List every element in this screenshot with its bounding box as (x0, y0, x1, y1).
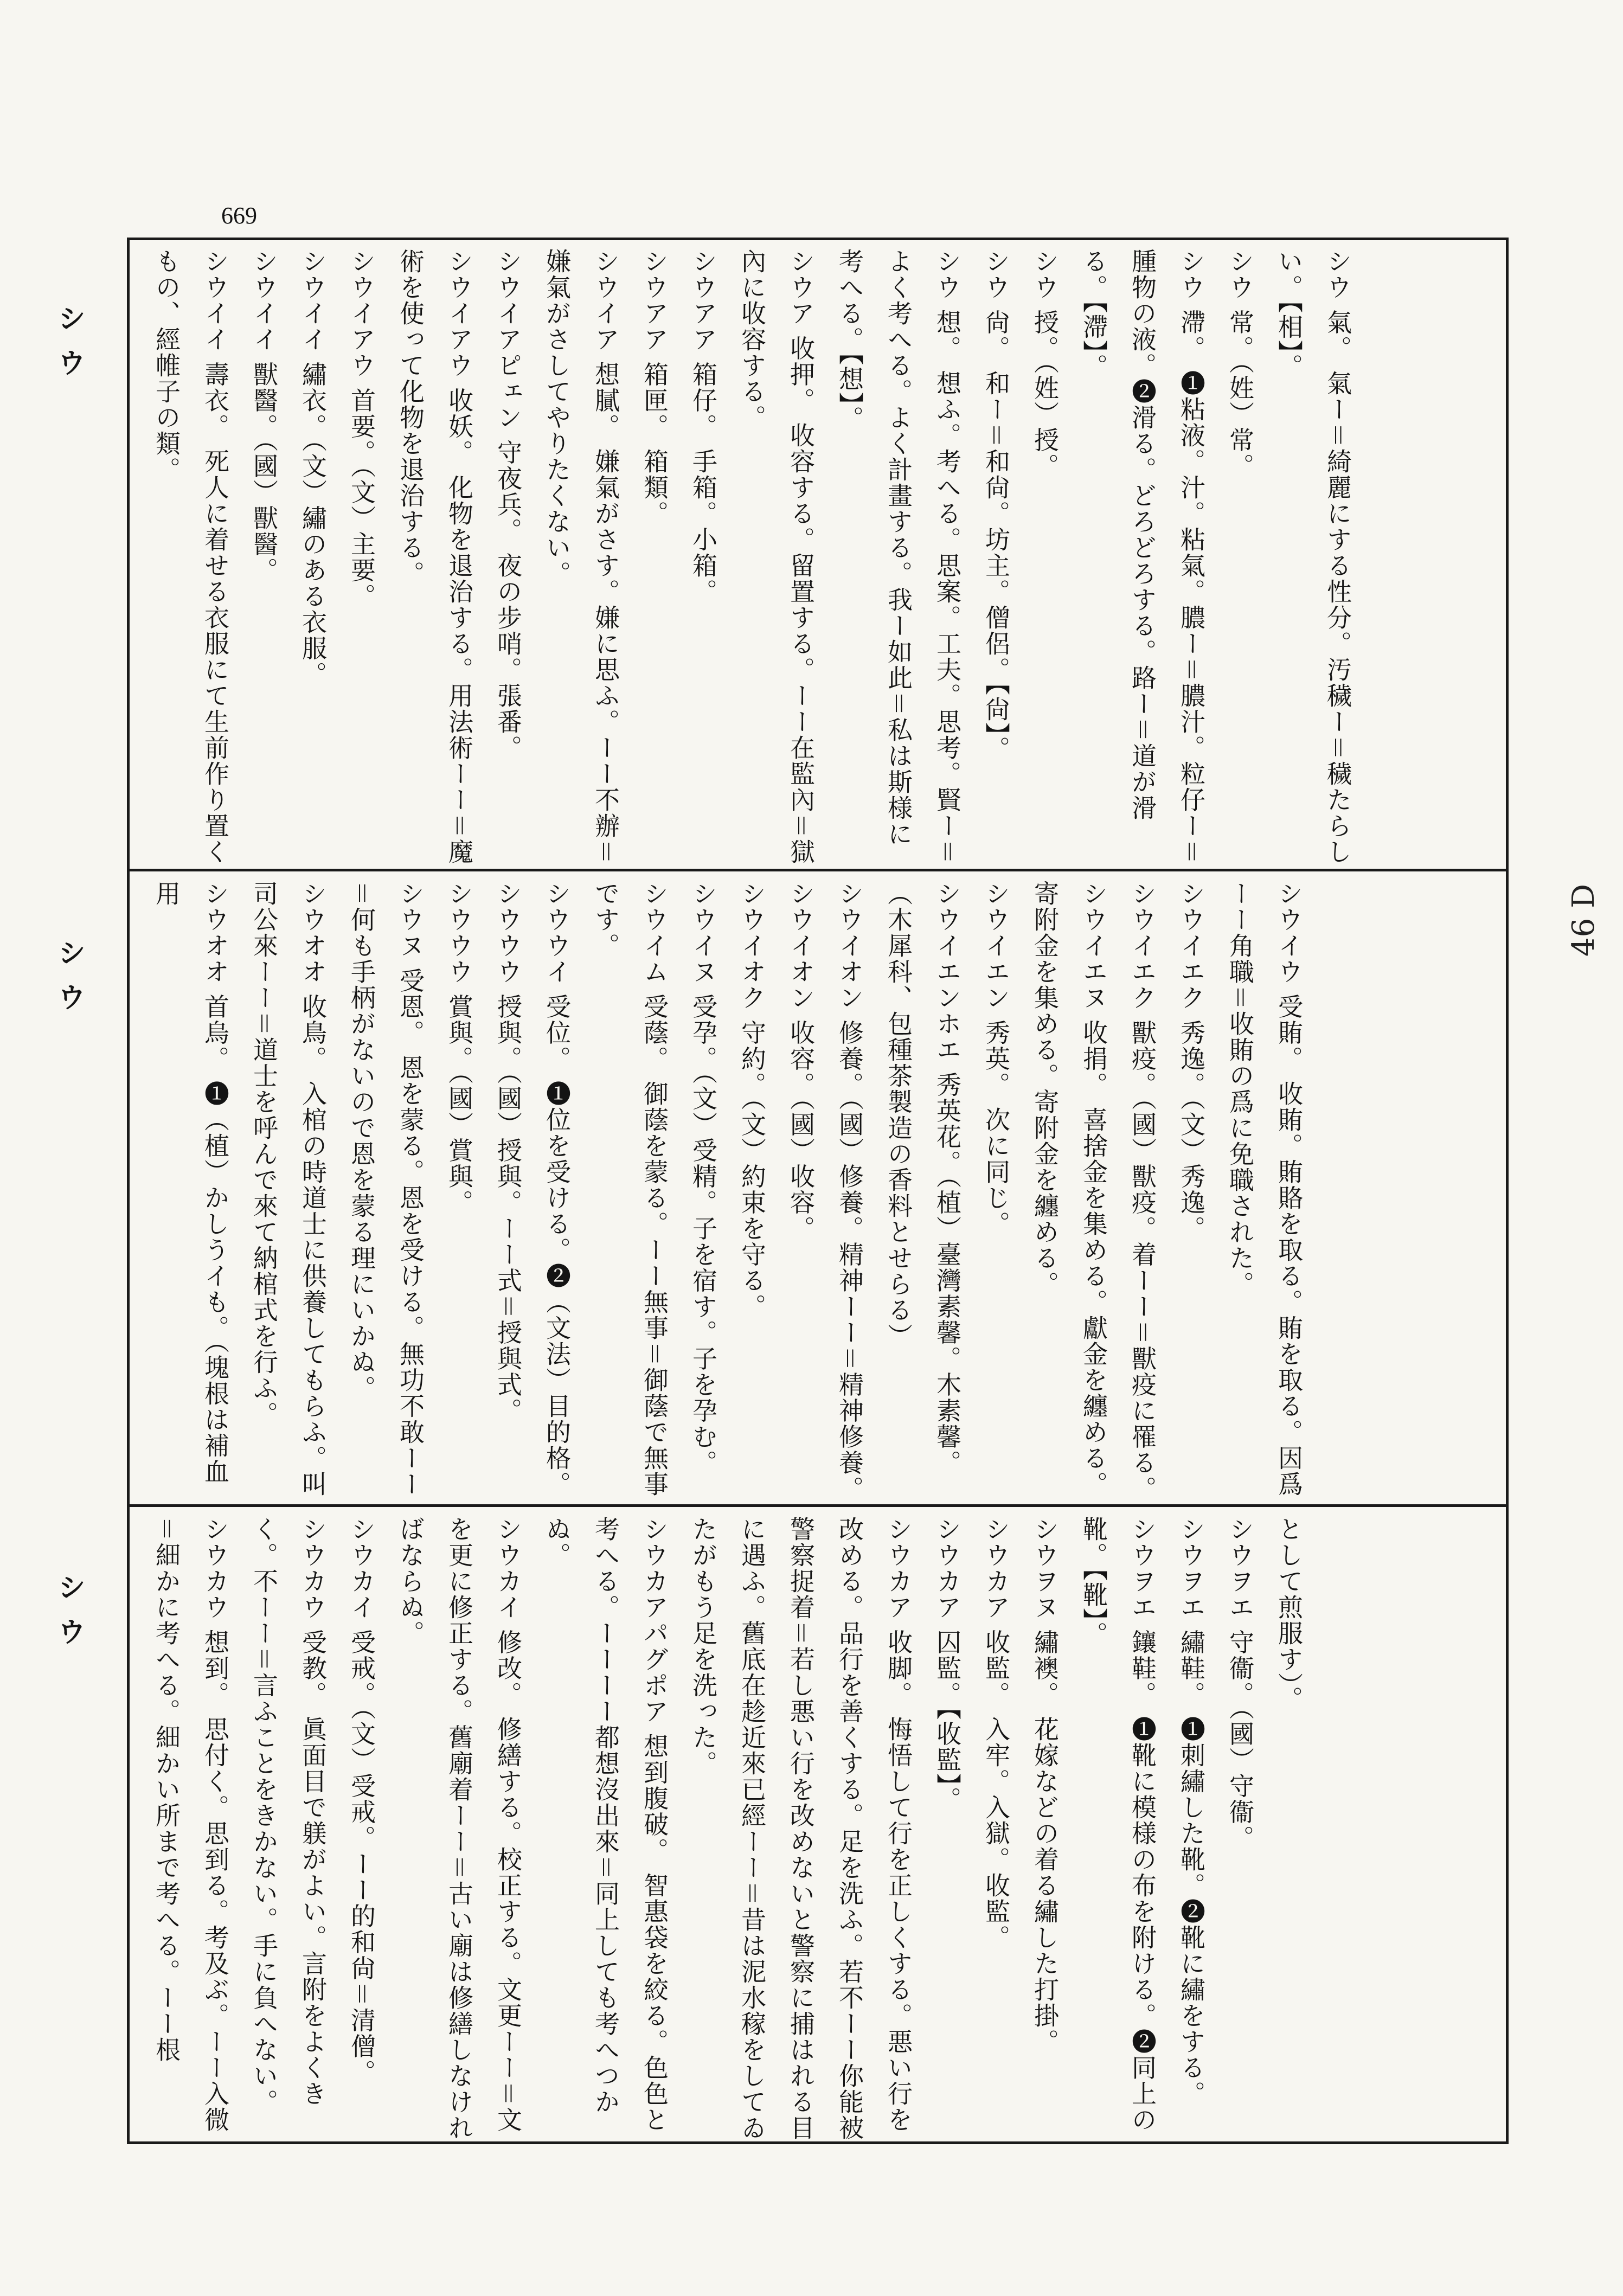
dictionary-entry: シウヲエ 繡鞋。 ❶刺繡した靴。❷靴に繡をする。 (1177, 1516, 1206, 2107)
page-number: 669 (221, 202, 257, 229)
dictionary-entry: シウイアウ 首要。（文）主要。 (347, 248, 376, 610)
margin-label-top: シウ (53, 304, 85, 393)
dictionary-entry: シウカウ 想到。 思付く。思到る。考及ぶ。ーー入微＝細かに考へる。細かい所まで考へる。ーー根 (152, 1516, 230, 2133)
dictionary-entry: シウカウ 受教。 眞面目で躾がよい。言附をよくきく。不ーー＝言ふことをきかない。手に負へない。 (249, 1516, 328, 2115)
dictionary-entry: シウイア 想膩。 嫌氣がさす。嫌に思ふ。ーー不辦＝嫌氣がさしてやりたくない。 (542, 248, 620, 865)
entry-columns (142, 881, 1313, 1504)
dictionary-entry: シウウウ 授與。（國）授與。ーー式＝授與式。 (493, 881, 523, 1424)
dictionary-entry: シウア 收押。 收容する。留置する。ーー在監內＝獄內に收容する。 (737, 248, 816, 865)
dictionary-entry: シウヲエ 守衞。（國）守衞。 (1226, 1516, 1255, 1851)
dictionary-entry: シウ 想。 想ふ。考へる。思案。工夫。思考。賢ー＝よく考へる。よく計畫する。我ー如此＝私は斯様に考へる。【想】。 (835, 248, 962, 865)
dictionary-entry: シウ 尙。 和ー＝和尙。坊主。僧侶。【尙】。 (982, 248, 1011, 762)
dictionary-entry: シウ 氣。 氣ー＝綺麗にする性分。汚穢ー＝穢たらしい。【相】。 (1274, 248, 1352, 865)
dictionary-entry: シウイム 受蔭。 御蔭を蒙る。ーー無事＝御蔭で無事です。 (591, 881, 669, 1498)
dictionary-entry: シウヲヌ 繡襖。 花嫁などの着る繡した打掛。 (1030, 1516, 1060, 2055)
dictionary-entry: シウアア 箱匣。 箱類。 (640, 248, 669, 527)
dictionary-entry: シウ 滯。 ❶粘液。汁。粘氣。膿ー＝膿汁。粒仔ー＝腫物の液。❷滑る。どろどろする。路ー＝道が滑る。【滯】。 (1079, 248, 1206, 865)
dictionary-entry: シウイエク 獸疫。（國）獸疫。着ーー＝獸疫に罹る。 (1128, 881, 1157, 1502)
dictionary-entry: シウオオ 首烏。 ❶（植）かしうイも。（塊根は補血用 (152, 881, 230, 1485)
dictionary-entry: シウイエヌ 收捐。 喜捨金を集める。獻金を纏める。寄附金を集める。寄附金を纏める。 (1030, 881, 1108, 1498)
dictionary-entry: シウカイ 受戒。（文）受戒。ーー的和尙＝清僧。 (347, 1516, 376, 2086)
dictionary-entry: シウ 常。（姓）常。 (1226, 248, 1255, 479)
dictionary-entry: シウイエン 秀英。 次に同じ。 (982, 881, 1011, 1237)
dictionary-entry: シウ 授。（姓）授。 (1030, 248, 1060, 479)
dictionary-tier-middle (127, 871, 1509, 1504)
entry-columns (142, 1516, 1313, 2142)
dictionary-entry: シウカアパグポア 想到腹破。 智惠袋を絞る。色色と考へる。ーーーー都想沒出來＝同上しても考へつかぬ。 (542, 1516, 669, 2133)
margin-label-bottom: シウ (53, 1573, 85, 1662)
dictionary-entry: シウイエンホエ 秀英花。（植）臺灣素馨。木素馨。（木犀科、包種茶製造の香料とせらる） (884, 881, 962, 1476)
entry-columns (142, 248, 1362, 869)
dictionary-entry: シウイイ 獸醫。（國）獸醫。 (249, 248, 279, 583)
dictionary-entry: シウアア 箱仔。 手箱。小箱。 (689, 248, 718, 605)
dictionary-entry: シウウイ 受位。 ❶位を受ける。❷（文法）目的格。 (542, 881, 572, 1498)
dictionary-entry: シウカア 收脚。 悔悟して行を正しくする。悪い行を改める。品行を善くする。足を洗ふ。若不ーー你能被警察捉着＝若し悪い行を改めないと警察に捕はれる目に遇ふ。舊底在趁近來已經ーー＝昔は泥水稼をしてゐたがもう足を洗った。 (689, 1516, 913, 2141)
dictionary-entry: として煎服す）。 (1274, 1516, 1304, 1712)
dictionary-tier-top (127, 239, 1509, 869)
dictionary-entry: シウヲエ 鑲鞋。 ❶靴に模様の布を附ける。❷同上の靴。【靴】。 (1079, 1516, 1157, 2133)
dictionary-entry: シウカイ 修改。 修繕する。校正する。文更ーー＝文を更に修正する。舊廟着ーー＝古い廟は修繕しなければならぬ。 (396, 1516, 523, 2141)
dictionary-tier-bottom (127, 1506, 1509, 2142)
dictionary-entry: シウイイ 壽衣。 死人に着せる衣服にて生前作り置くもの、經帷子の類。 (152, 248, 230, 865)
dictionary-entry: シウカア 收監。 入牢。入獄。收監。 (982, 1516, 1011, 1951)
dictionary-entry: シウイオク 守約。（文）約束を守る。 (737, 881, 767, 1320)
dictionary-entry: シウイオン 收容。（國）收容。 (786, 881, 816, 1242)
dictionary-entry: シウカア 囚監。【收監】。 (933, 1516, 962, 1813)
dictionary-entry: シウイヌ 受孕。（文）受精。子を宿す。子を孕む。 (689, 881, 718, 1476)
dictionary-entry: シウイアウ 收妖。 化物を退治する。用法術ーー＝魔術を使って化物を退治する。 (396, 248, 474, 865)
dictionary-entry: シウウウ 賞與。（國）賞與。 (445, 881, 474, 1216)
dictionary-entry: シウイウ 受賄。 收賄。賄賂を取る。賄を取る。因爲ーー角職＝收賄の爲に免職された。 (1226, 881, 1304, 1498)
margin-label-middle: シウ (53, 938, 85, 1027)
dictionary-entry: シウヌ 受恩。 恩を蒙る。恩を受ける。無功不敢ーー＝何も手柄がないので恩を蒙る理にいかぬ。 (347, 881, 425, 1498)
dictionary-entry: シウイアピェン 守夜兵。 夜の步哨。張番。 (493, 248, 523, 761)
dictionary-entry: シウイイ 繡衣。（文）繡のある衣服。 (298, 248, 328, 688)
dictionary-entry: シウイエク 秀逸。（文）秀逸。 (1177, 881, 1206, 1242)
dictionary-entry: シウイオン 修養。（國）修養。精神ーー＝精神修養。 (835, 881, 864, 1502)
edge-mark: 46 D (1566, 884, 1601, 957)
dictionary-entry: シウオオ 收鳥。 入棺の時道士に供養してもらふ。叫司公來ーー＝道士を呼んで來て納棺式を行ふ。 (249, 881, 328, 1498)
